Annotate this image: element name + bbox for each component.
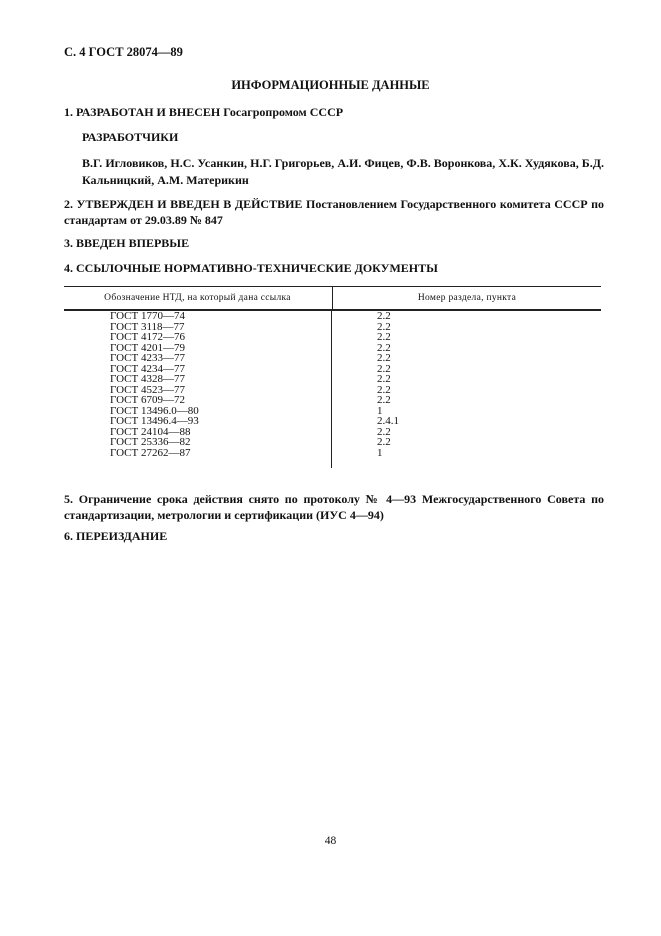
section-lead: ПЕРЕИЗДАНИЕ (76, 529, 168, 543)
cell-ntd: ГОСТ 4172—76 (110, 331, 185, 343)
cell-ntd: ГОСТ 3118—77 (110, 320, 185, 333)
table-row (64, 448, 601, 459)
developers-list: В.Г. Игловиков, Н.С. Усанкин, Н.Г. Григорьев, А.И. Фицев, Ф.В. Воронкова, Х.К. Худякова, Б.Д. Кальницкий, А.М. Материкин (82, 156, 604, 187)
section-3 (64, 235, 604, 251)
cell-ref: 2.2 (377, 436, 391, 448)
cell-ref: 1 (377, 446, 383, 459)
table-row (64, 311, 601, 322)
cell-ref: 2.2 (377, 394, 391, 406)
developers-heading: РАЗРАБОТЧИКИ (82, 130, 179, 144)
table-row (64, 437, 601, 448)
section-number: 1. (64, 105, 73, 119)
cell-ntd: ГОСТ 4201—79 (110, 341, 185, 354)
cell-ntd: ГОСТ 4233—77 (110, 352, 185, 364)
section-text: Постановлением Государственного комитета СССР по стандартам от 29.03.89 № 847 (64, 197, 605, 227)
table-body (64, 311, 601, 458)
section-lead: РАЗРАБОТАН И ВНЕСЕН (76, 105, 221, 119)
cell-ref: 1 (377, 404, 383, 417)
page-number: 48 (324, 835, 337, 847)
cell-ntd: ГОСТ 13496.0—80 (110, 404, 199, 417)
section-number: 5. (64, 492, 73, 506)
section-2 (64, 196, 604, 228)
cell-ntd: ГОСТ 24104—88 (110, 425, 191, 438)
cell-ref: 2.2 (377, 320, 391, 333)
cell-ntd: ГОСТ 25336—82 (110, 436, 191, 448)
running-head: С. 4 ГОСТ 28074—89 (64, 45, 183, 59)
page-title: ИНФОРМАЦИОННЫЕ ДАННЫЕ (231, 78, 430, 92)
section-number: 4. (64, 261, 73, 275)
cell-ref: 2.4.1 (377, 415, 399, 427)
section-5 (64, 491, 604, 523)
section-lead: ВВЕДЕН ВПЕРВЫЕ (76, 236, 190, 250)
table-header (64, 286, 601, 311)
table-row (64, 374, 601, 385)
cell-ref: 2.2 (377, 310, 391, 322)
section-lead: ССЫЛОЧНЫЕ НОРМАТИВНО-ТЕХНИЧЕСКИЕ ДОКУМЕНТЫ (76, 261, 438, 275)
cell-ref: 2.2 (377, 362, 391, 375)
section-6 (64, 528, 604, 544)
section-number: 3. (64, 236, 73, 250)
section-number: 2. (64, 197, 73, 211)
cell-ref: 2.2 (377, 331, 391, 343)
section-1 (64, 104, 604, 120)
cell-ntd: ГОСТ 4523—77 (110, 383, 185, 396)
table-row (64, 416, 601, 427)
table-row (64, 395, 601, 406)
table-row (64, 332, 601, 343)
reference-table (64, 286, 601, 458)
section-4 (64, 260, 604, 276)
cell-ntd: ГОСТ 4328—77 (110, 373, 185, 385)
cell-ref: 2.2 (377, 425, 391, 438)
table-row (64, 353, 601, 364)
section-text: Ограничение срока действия снято по протоколу № 4—93 Межгосударственного Совета по стандартизации, метрологии и сертификации (ИУС 4—94) (64, 492, 604, 522)
cell-ref: 2.2 (377, 341, 391, 354)
section-number: 6. (64, 529, 73, 543)
cell-ntd: ГОСТ 6709—72 (110, 394, 185, 406)
header-ntd: Обозначение НТД, на который дана ссылка (104, 293, 291, 303)
cell-ntd: ГОСТ 4234—77 (110, 362, 185, 375)
cell-ref: 2.2 (377, 373, 391, 385)
section-text: Госагропромом СССР (223, 105, 344, 119)
header-ref: Номер раздела, пункта (332, 287, 601, 309)
cell-ntd: ГОСТ 13496.4—93 (110, 415, 199, 427)
cell-ntd: ГОСТ 1770—74 (110, 310, 185, 322)
cell-ref: 2.2 (377, 352, 391, 364)
section-lead: УТВЕРЖДЕН И ВВЕДЕН В ДЕЙСТВИЕ (76, 197, 303, 211)
cell-ntd: ГОСТ 27262—87 (110, 446, 191, 459)
cell-ref: 2.2 (377, 383, 391, 396)
